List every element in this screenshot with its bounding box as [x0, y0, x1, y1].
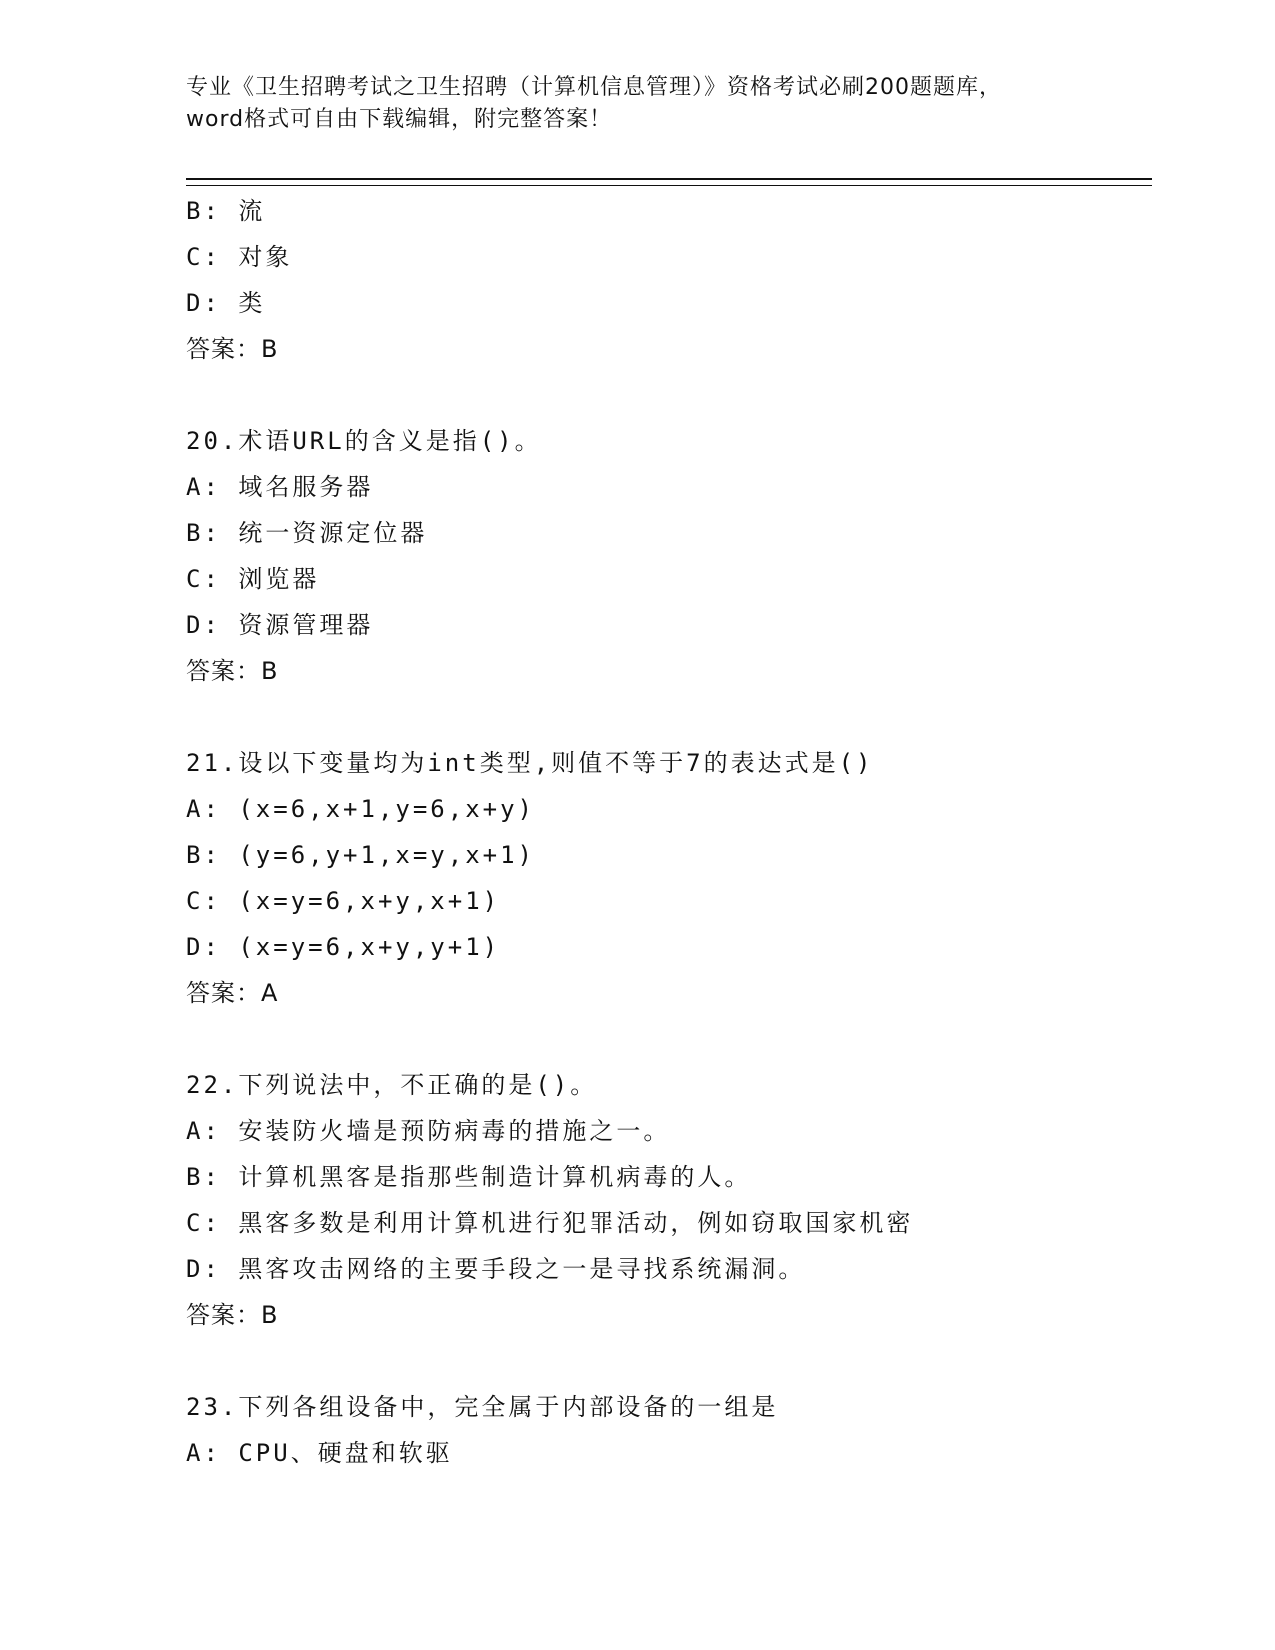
question-stem: 22.下列说法中，不正确的是()。 [186, 1071, 598, 1099]
option-b: B: 统一资源定位器 [186, 519, 428, 547]
question-21 [186, 740, 1146, 1016]
question-gap [186, 1016, 1146, 1062]
document-header [186, 72, 1086, 136]
question-gap [186, 372, 1146, 418]
question-stem: 21.设以下变量均为int类型,则值不等于7的表达式是() [186, 749, 874, 777]
option-b: B: (y=6,y+1,x=y,x+1) [186, 841, 535, 869]
question-list [186, 188, 1146, 1476]
option-d: D: 类 [186, 289, 266, 317]
answer-line: 答案：A [186, 979, 279, 1007]
question-22 [186, 1062, 1146, 1338]
option-c: C: 浏览器 [186, 565, 320, 593]
question-20 [186, 418, 1146, 694]
option-c: C: 黑客多数是利用计算机进行犯罪活动，例如窃取国家机密 [186, 1209, 914, 1237]
answer-line: 答案：B [186, 657, 279, 685]
question-gap [186, 1338, 1146, 1384]
answer-line: 答案：B [186, 1301, 279, 1329]
option-c: C: 对象 [186, 243, 293, 271]
option-d: D: 黑客攻击网络的主要手段之一是寻找系统漏洞。 [186, 1255, 806, 1283]
option-c: C: (x=y=6,x+y,x+1) [186, 887, 501, 915]
header-title-line-2: word格式可自由下载编辑，附完整答案！ [186, 107, 613, 132]
option-a: A: (x=6,x+1,y=6,x+y) [186, 795, 535, 823]
option-b: B: 流 [186, 197, 266, 225]
question-23 [186, 1384, 1146, 1476]
option-d: D: (x=y=6,x+y,y+1) [186, 933, 501, 961]
option-b: B: 计算机黑客是指那些制造计算机病毒的人。 [186, 1163, 752, 1191]
option-d: D: 资源管理器 [186, 611, 374, 639]
answer-line: 答案：B [186, 335, 279, 363]
question-stem: 20.术语URL的含义是指()。 [186, 427, 542, 455]
option-a: A: 域名服务器 [186, 473, 374, 501]
header-title-line-1: 专业《卫生招聘考试之卫生招聘（计算机信息管理）》资格考试必刷200题题库， [186, 75, 1002, 100]
option-a: A: CPU、硬盘和软驱 [186, 1439, 453, 1467]
header-divider [186, 178, 1152, 186]
question-gap [186, 694, 1146, 740]
question-19-fragment [186, 188, 1146, 372]
option-a: A: 安装防火墙是预防病毒的措施之一。 [186, 1117, 671, 1145]
question-stem: 23.下列各组设备中，完全属于内部设备的一组是 [186, 1393, 779, 1421]
